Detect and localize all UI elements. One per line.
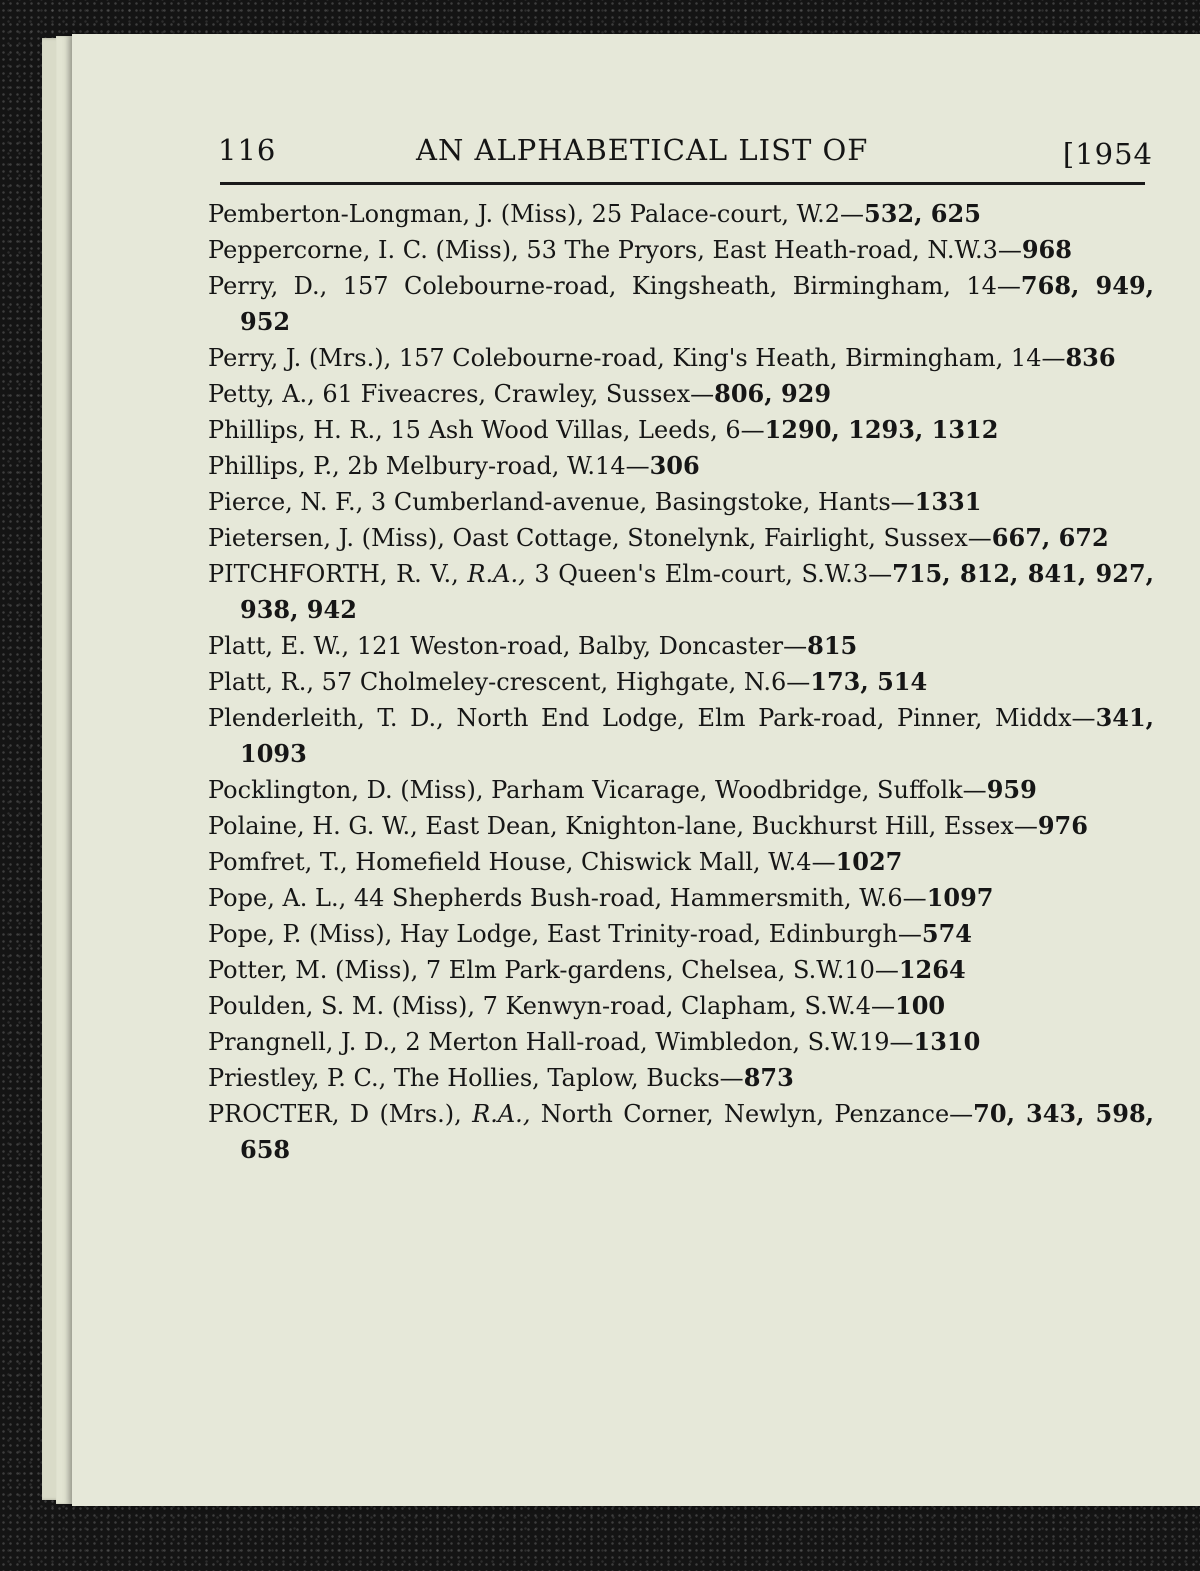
entry-address: Hay Lodge, East Trinity-road, Edinburgh—: [392, 920, 922, 948]
list-item: [208, 484, 1154, 520]
entry-name: Pope, P. (Miss),: [208, 920, 393, 948]
entry-address: 57 Cholmeley-crescent, Highgate, N.6—: [314, 668, 811, 696]
entry-refs: 968: [1021, 235, 1072, 264]
entry-list: [208, 196, 1154, 1168]
list-item: [208, 232, 1154, 268]
entry-refs: 976: [1037, 811, 1088, 840]
entry-address: 121 Weston-road, Balby, Doncaster—: [349, 632, 808, 660]
entry-address: 3 Queen's Elm-court, S.W.3—: [525, 560, 893, 588]
entry-address: 15 Ash Wood Villas, Leeds, 6—: [382, 416, 765, 444]
entry-refs: 1290, 1293, 1312: [764, 415, 999, 444]
entry-address: Parham Vicarage, Woodbridge, Suffolk—: [483, 776, 987, 804]
entry-refs: 768, 949, 952: [240, 271, 1154, 336]
entry-refs: 306: [649, 451, 700, 480]
entry-refs: 959: [986, 775, 1037, 804]
list-item: [208, 880, 1154, 916]
entry-address: 3 Cumberland-avenue, Basingstoke, Hants—: [363, 488, 915, 516]
entry-address: North Corner, Newlyn, Penzance—: [530, 1100, 974, 1128]
list-item: [208, 520, 1154, 556]
list-item: [208, 376, 1154, 412]
page-number: 116: [218, 133, 277, 167]
entry-refs: 70, 343, 598, 658: [240, 1099, 1154, 1164]
entry-address: North End Lodge, Elm Park-road, Pinner, Middx—: [443, 704, 1096, 732]
entry-name: Perry, J. (Mrs.),: [208, 344, 392, 372]
list-item: [208, 1024, 1154, 1060]
entry-name: Prangnell, J. D.,: [208, 1028, 398, 1056]
entry-address: 7 Kenwyn-road, Clapham, S.W.4—: [474, 992, 896, 1020]
entry-address: 25 Palace-court, W.2—: [583, 200, 864, 228]
list-item: [208, 412, 1154, 448]
entry-refs: 173, 514: [810, 667, 928, 696]
entry-address: Homefield House, Chiswick Mall, W.4—: [347, 848, 836, 876]
running-title: AN ALPHABETICAL LIST OF: [416, 133, 869, 167]
entry-refs: 532, 625: [864, 199, 981, 228]
header-rule: [220, 182, 1145, 185]
list-item: [208, 268, 1154, 340]
list-item: [208, 1060, 1154, 1096]
entry-address: 2 Merton Hall-road, Wimbledon, S.W.19—: [397, 1028, 914, 1056]
list-item: [208, 664, 1154, 700]
entry-address: 2b Melbury-road, W.14—: [339, 452, 650, 480]
list-item: [208, 916, 1154, 952]
entry-refs: 667, 672: [991, 523, 1109, 552]
entry-name: Peppercorne, I. C. (Miss),: [208, 236, 519, 264]
entry-refs: 1310: [913, 1027, 981, 1056]
entry-address: East Dean, Knighton-lane, Buckhurst Hill, Essex—: [417, 812, 1038, 840]
entry-name: Pomfret, T.,: [208, 848, 348, 876]
entry-name: Phillips, H. R.,: [208, 416, 383, 444]
entry-address: 61 Fiveacres, Crawley, Sussex—: [314, 380, 715, 408]
entry-name: Priestley, P. C.,: [208, 1064, 387, 1092]
entry-address: 157 Colebourne-road, King's Heath, Birmingham, 14—: [391, 344, 1066, 372]
entry-name: Pope, A. L.,: [208, 884, 347, 912]
list-item: [208, 448, 1154, 484]
entry-honour: R.A.,: [458, 560, 526, 588]
entry-refs: 1331: [914, 487, 982, 516]
entry-name: PITCHFORTH, R. V.,: [208, 560, 459, 588]
entry-name: PROCTER, D (Mrs.),: [208, 1100, 462, 1128]
list-item: [208, 700, 1154, 772]
list-item: [208, 988, 1154, 1024]
entry-name: Polaine, H. G. W.,: [208, 812, 418, 840]
entry-name: Pierce, N. F.,: [208, 488, 364, 516]
entry-refs: 815: [807, 631, 858, 660]
entry-honour: R.A.,: [461, 1100, 531, 1128]
entry-name: Perry, D.,: [208, 272, 328, 300]
entry-name: Phillips, P.,: [208, 452, 340, 480]
list-item: [208, 772, 1154, 808]
entry-name: Poulden, S. M. (Miss),: [208, 992, 475, 1020]
entry-refs: 715, 812, 841, 927, 938, 942: [240, 559, 1154, 624]
list-item: [208, 340, 1154, 376]
list-item: [208, 1096, 1154, 1168]
entry-name: Plenderleith, T. D.,: [208, 704, 444, 732]
entry-address: Oast Cottage, Stonelynk, Fairlight, Sussex—: [444, 524, 992, 552]
entry-refs: 100: [895, 991, 946, 1020]
year-mark: [1954: [1062, 137, 1153, 171]
entry-address: The Hollies, Taplow, Bucks—: [386, 1064, 744, 1092]
entry-refs: 574: [921, 919, 972, 948]
entry-name: Potter, M. (Miss),: [208, 956, 419, 984]
list-item: [208, 952, 1154, 988]
entry-refs: 1097: [926, 883, 994, 912]
page-header: [218, 125, 1153, 173]
entry-refs: 806, 929: [714, 379, 832, 408]
entry-name: Pemberton-Longman, J. (Miss),: [208, 200, 584, 228]
entry-address: 53 The Pryors, East Heath-road, N.W.3—: [518, 236, 1022, 264]
entry-name: Pocklington, D. (Miss),: [208, 776, 484, 804]
entry-refs: 836: [1065, 343, 1116, 372]
entry-name: Platt, R.,: [208, 668, 315, 696]
entry-name: Platt, E. W.,: [208, 632, 350, 660]
entry-address: 157 Colebourne-road, Kingsheath, Birmingham, 14—: [327, 272, 1021, 300]
list-item: [208, 196, 1154, 232]
entry-name: Petty, A.,: [208, 380, 315, 408]
entry-address: 44 Shepherds Bush-road, Hammersmith, W.6—: [346, 884, 927, 912]
entry-address: 7 Elm Park-gardens, Chelsea, S.W.10—: [418, 956, 899, 984]
list-item: [208, 808, 1154, 844]
list-item: [208, 556, 1154, 628]
list-item: [208, 628, 1154, 664]
entry-refs: 873: [743, 1063, 794, 1092]
entry-refs: 341, 1093: [240, 703, 1155, 768]
entry-refs: 1027: [835, 847, 903, 876]
list-item: [208, 844, 1154, 880]
entry-name: Pietersen, J. (Miss),: [208, 524, 445, 552]
entry-refs: 1264: [898, 955, 966, 984]
